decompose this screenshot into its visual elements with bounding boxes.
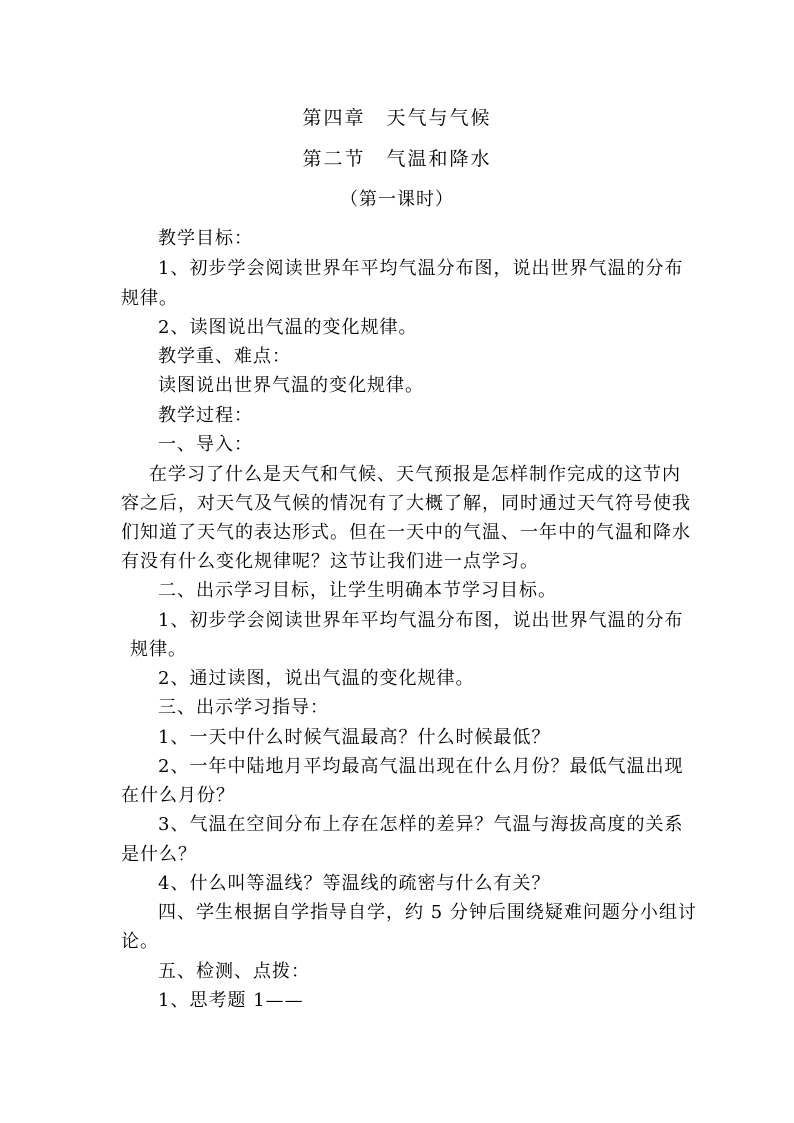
- text-line: 规律。: [130, 639, 187, 660]
- text-line: 一、导入：: [158, 434, 253, 455]
- text-line: 3、气温在空间分布上存在怎样的差异？气温与海拔高度的关系: [158, 814, 684, 835]
- text-line: 五、检测、点拨：: [158, 961, 310, 982]
- text-line: 教学重、难点：: [158, 346, 291, 367]
- text-line: 在学习了什么是天气和气候、天气预报是怎样制作完成的这节内: [149, 464, 681, 485]
- text-line: 规律。: [121, 288, 178, 309]
- text-line: 容之后，对天气及气候的情况有了大概了解，同时通过天气符号使我: [121, 493, 691, 514]
- text-line: 是什么？: [121, 844, 197, 865]
- lesson-subtitle: （第一课时）: [340, 189, 454, 210]
- text-line: 有没有什么变化规律呢？这节让我们进一点学习。: [121, 551, 539, 572]
- text-line: 2、通过读图，说出气温的变化规律。: [158, 668, 475, 689]
- text-line: 1、初步学会阅读世界年平均气温分布图，说出世界气温的分布: [158, 610, 684, 631]
- text-line: 1、思考题 1——: [158, 990, 304, 1011]
- section-title: 第二节 气温和降水: [302, 148, 492, 170]
- text-line: 教学目标：: [158, 228, 253, 249]
- text-line: 三、出示学习指导：: [158, 697, 329, 718]
- text-line: 1、初步学会阅读世界年平均气温分布图，说出世界气温的分布: [158, 258, 684, 279]
- text-line: 们知道了天气的表达形式。但在一天中的气温、一年中的气温和降水: [121, 522, 691, 543]
- text-line: 2、一年中陆地月平均最高气温出现在什么月份？最低气温出现: [158, 756, 684, 777]
- text-line: 二、出示学习目标，让学生明确本节学习目标。: [158, 580, 557, 601]
- text-line: 教学过程：: [158, 405, 253, 426]
- text-line: 2、读图说出气温的变化规律。: [158, 317, 418, 338]
- text-line: 4、什么叫等温线？等温线的疏密与什么有关？: [158, 873, 551, 894]
- text-line: 读图说出世界气温的变化规律。: [158, 375, 424, 396]
- text-line: 1、一天中什么时候气温最高？什么时候最低？: [158, 727, 551, 748]
- text-line: 四、学生根据自学指导自学，约 5 分钟后围绕疑难问题分小组讨: [158, 902, 697, 923]
- chapter-title: 第四章 天气与气候: [302, 107, 492, 129]
- text-line: 论。: [121, 931, 159, 952]
- text-line: 在什么月份？: [121, 785, 235, 806]
